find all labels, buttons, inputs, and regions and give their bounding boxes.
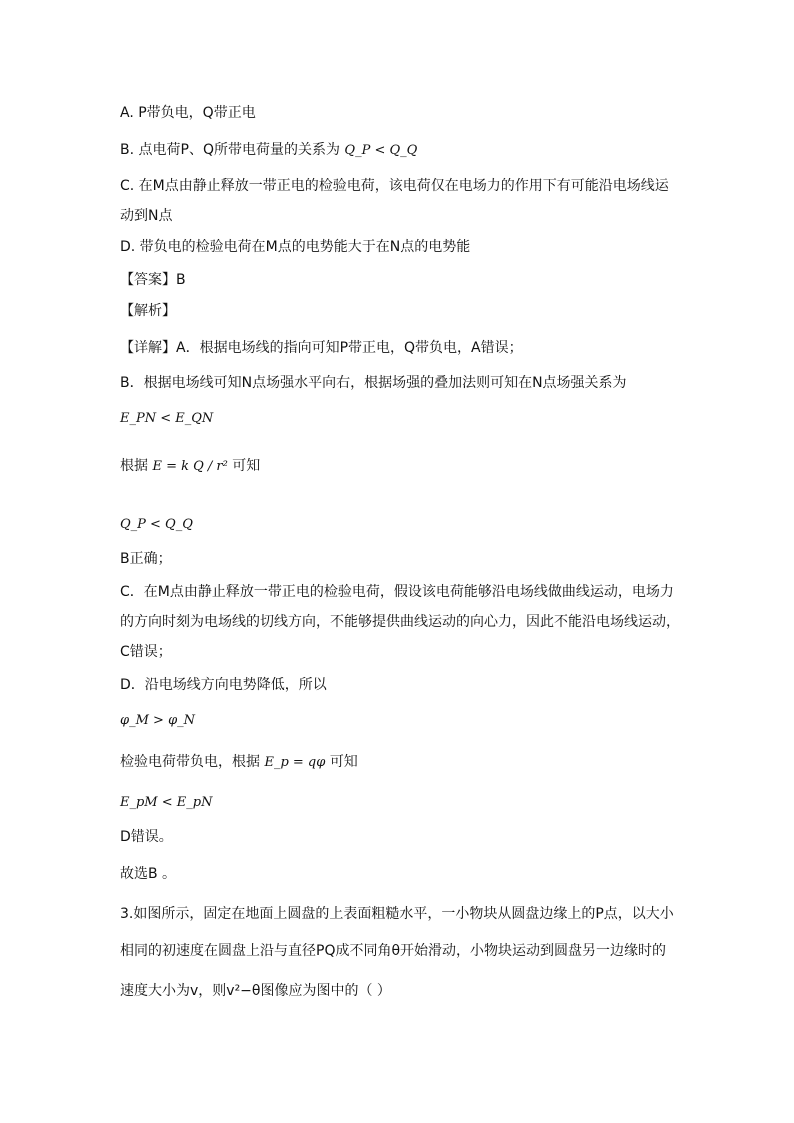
choose-b: 故选B 。 [120,866,177,882]
option-d: D. 带负电的检验电荷在M点的电势能大于在N点的电势能 [120,239,471,255]
potential-energy-formula: E_p = qφ [264,755,326,770]
d-wrong: D错误。 [120,829,173,845]
charge-prefix: 检验电荷带负电，根据 [120,754,260,770]
formula-charge-relation: Q_P < Q_Q [120,517,193,532]
b-correct: B正确； [120,551,172,567]
formula-potential-energy: E_pM < E_pN [120,795,213,810]
option-c-line-2: 动到N点 [120,208,173,224]
question-3-line-1: 3.如图所示，固定在地面上圆盘的上表面粗糙水平，一小物块从圆盘边缘上的P点，以大小 [120,906,674,922]
formula-potential: φ_M > φ_N [120,713,196,728]
detail-b: B．根据电场线可知N点场强水平向右，根据场强的叠加法则可知在N点场强关系为 [120,375,627,391]
coulomb-formula: E = k Q / r² [152,459,228,474]
charge-suffix: 可知 [329,754,358,770]
charge-line [120,752,358,773]
option-b-text: B. 点电荷P、Q所带电荷量的关系为 [120,142,340,158]
analysis-label: 【解析】 [120,303,176,319]
detail-c-line-2: 的方向时刻为电场线的切线方向，不能够提供曲线运动的向心力，因此不能沿电场线运动， [120,614,680,630]
detail-c-line-3: C错误； [120,644,172,660]
basis-line [120,456,260,477]
detail-d: D．沿电场线方向电势降低，所以 [120,677,327,693]
answer-label: 【答案】B [120,272,186,288]
option-b-formula: Q_P < Q_Q [344,143,418,158]
detail-c-line-1: C．在M点由静止释放一带正电的检验电荷，假设该电荷能够沿电场线做曲线运动，电场力 [120,584,674,600]
question-3-line-3: 速度大小为v，则v²−θ图像应为图中的（ ） [120,983,391,999]
detail-a: 【详解】A．根据电场线的指向可知P带正电，Q带负电，A错误； [120,340,523,356]
basis-prefix: 根据 [120,458,148,474]
basis-suffix: 可知 [232,458,261,474]
question-3-line-2: 相同的初速度在圆盘上沿与直径PQ成不同角θ开始滑动，小物块运动到圆盘另一边缘时的 [120,943,667,959]
formula-field-relation: E_PN < E_QN [120,411,214,426]
option-b [120,140,417,161]
option-a: A. P带负电，Q带正电 [120,105,256,121]
option-c-line-1: C. 在M点由静止释放一带正电的检验电荷，该电荷仅在电场力的作用下有可能沿电场线运 [120,178,669,194]
